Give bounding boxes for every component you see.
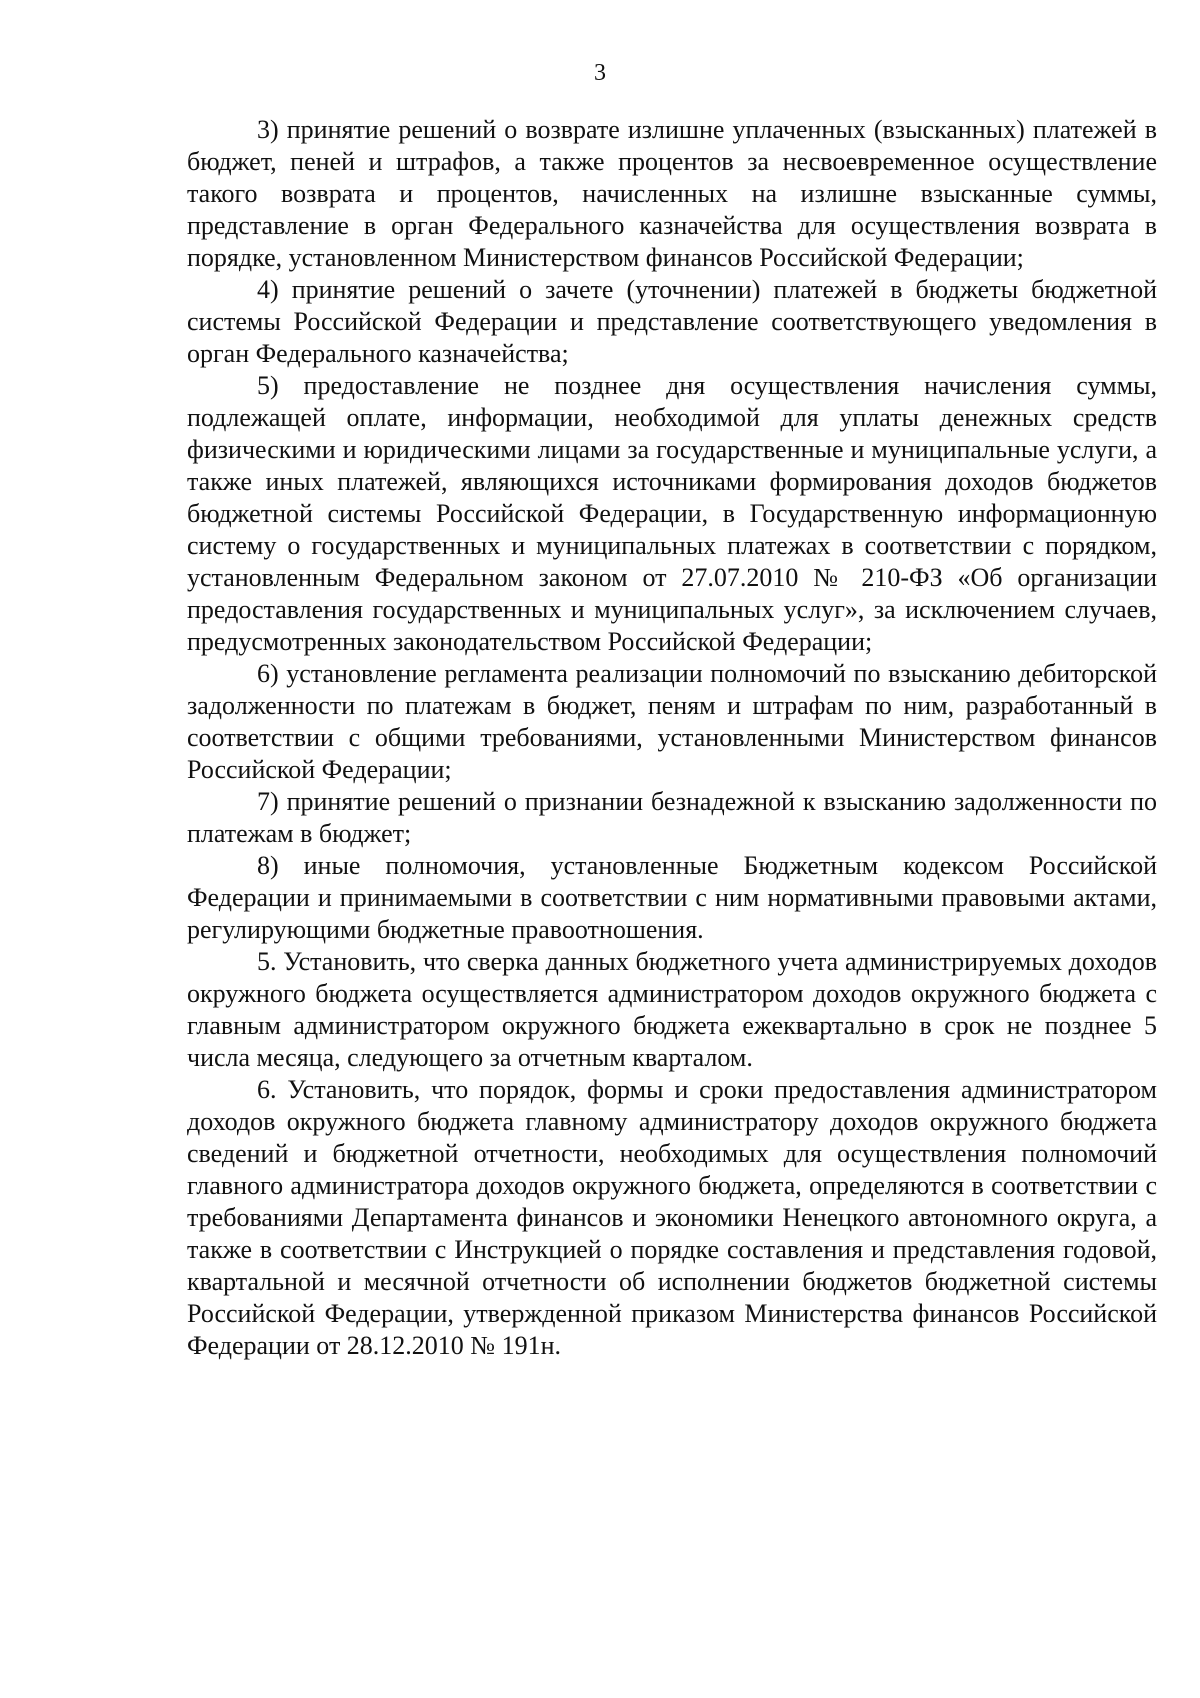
clause-6: 6. Установить, что порядок, формы и сроки предоставления администратором доходов окружного бюджета главному администратору доходов окружного бюджета сведений и бюджетной отчетности, необходимых для осуществления полномочий главного администратора доходов окружного бюджета, определяются в соответствии с требованиями Департамента финансов и экономики Ненецкого автономного округа, а также в соответствии с Инструкцией о порядке составления и представления годовой, квартальной и месячной отчетности об исполнении бюджетов бюджетной системы Российской Федерации, утвержденной приказом Министерства финансов Российской Федерации от 28.12.2010 № 191н.	[187, 1075, 1157, 1360]
paragraph-item-8: 8) иные полномочия, установленные Бюджетным кодексом Российской Федерации и принимаемыми в соответствии с ним нормативными правовыми актами, регулирующими бюджетные правоотношения.	[187, 851, 1157, 944]
paragraph-item-6: 6) установление регламента реализации полномочий по взысканию дебиторской задолженности по платежам в бюджет, пеням и штрафам по ним, разработанный в соответствии с общими требованиями, установленными Министерством финансов Российской Федерации;	[187, 659, 1157, 784]
paragraph-item-4: 4) принятие решений о зачете (уточнении) платежей в бюджеты бюджетной системы Российской Федерации и представление соответствующего уведомления в орган Федерального казначейства;	[187, 275, 1157, 368]
paragraph-item-5: 5) предоставление не позднее дня осуществления начисления суммы, подлежащей оплате, информации, необходимой для уплаты денежных средств физическими и юридическими лицами за государственные и муниципальные услуги, а также иных платежей, являющихся источниками формирования доходов бюджетов бюджетной системы Российской Федерации, в Государственную информационную систему о государственных и муниципальных платежах в соответствии с порядком, установленным Федеральном законом от 27.07.2010 № 210-ФЗ «Об организации предоставления государственных и муниципальных услуг», за исключением случаев, предусмотренных законодательством Российской Федерации;	[187, 371, 1157, 656]
clause-5: 5. Установить, что сверка данных бюджетного учета администрируемых доходов окружного бюджета осуществляется администратором доходов окружного бюджета с главным администратором окружного бюджета ежеквартально в срок не позднее 5 числа месяца, следующего за отчетным кварталом.	[187, 947, 1157, 1072]
paragraph-item-7: 7) принятие решений о признании безнадежной к взысканию задолженности по платежам в бюджет;	[187, 787, 1157, 848]
document-body	[187, 114, 1157, 1362]
page-number: 3	[594, 60, 606, 86]
paragraph-item-3: 3) принятие решений о возврате излишне уплаченных (взысканных) платежей в бюджет, пеней и штрафов, а также процентов за несвоевременное осуществление такого возврата и процентов, начисленных на излишне взысканные суммы, представление в орган Федерального казначейства для осуществления возврата в порядке, установленном Министерством финансов Российской Федерации;	[187, 115, 1157, 272]
